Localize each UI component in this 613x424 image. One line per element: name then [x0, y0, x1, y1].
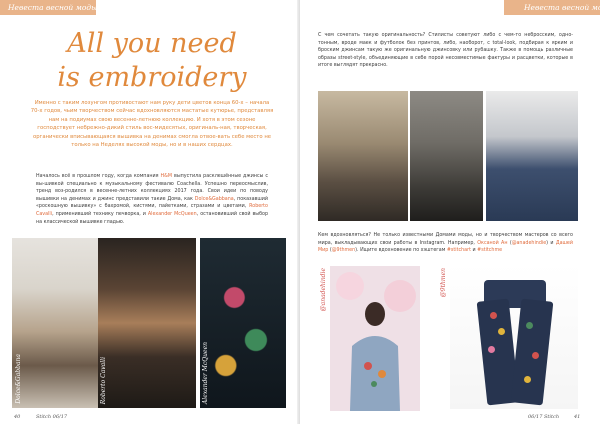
body-text-part: , применивший технику печворка, и — [52, 211, 146, 217]
body-text-part: и — [472, 248, 476, 254]
artist-name-1[interactable]: Оксаной Ан — [477, 240, 508, 246]
body-text-part: ( — [329, 248, 332, 254]
body-text-part: , остановивший свой выбор на классической вышивке гладью. — [36, 211, 269, 225]
body-text-part: ( — [509, 240, 512, 246]
photo-caption: @anadehindie — [320, 268, 327, 312]
embroidery-flower — [488, 346, 495, 353]
body-text-part: , показавший «роскошную вышивку» с бахромой, кистями, пайетками, стразами и цветами, — [36, 196, 268, 210]
street-style-photo-3 — [486, 91, 578, 221]
embroidered-jeans — [480, 272, 550, 404]
embroidered-jacket-drawing — [330, 266, 420, 411]
instagram-handle-2[interactable]: @9thmen — [331, 248, 356, 254]
embroidered-jeans-photo — [450, 264, 578, 409]
jeans-right-leg — [511, 299, 554, 406]
article-title-line-2: is embroidery — [57, 62, 247, 93]
runway-photo-alexander-mcqueen — [200, 238, 286, 408]
embroidery-flower — [526, 322, 533, 329]
body-text-part: ). Ищите вдохновение по хэштегам — [355, 248, 446, 254]
brand-link-hm[interactable]: H&M — [160, 174, 173, 179]
hashtag-2[interactable]: #stitchme — [477, 248, 503, 254]
embroidery-flower — [490, 312, 497, 319]
article-title-line-1: All you need — [67, 28, 237, 59]
page-number-right: 41 — [574, 414, 581, 420]
embroidery-flower — [524, 376, 531, 383]
brand-link-alexander-mcqueen[interactable]: Alexander McQueen — [147, 211, 197, 217]
photo-caption: @9thmen — [440, 268, 447, 298]
brand-link-dolce-gabbana[interactable]: Dolce&Gabbana — [194, 196, 234, 202]
left-body-text — [36, 173, 268, 226]
section-ribbon-right: Невеста весной моды — [504, 0, 600, 15]
body-text-part: Кем вдохновляться? Не только известными Домами моды, но и творчеством мастеров со всего мира, выкладывающих свои работы в Instagram. Например, — [318, 233, 573, 246]
magazine-issue-right: 06/17 Stitch — [528, 414, 560, 420]
photo-caption: Roberto Cavalli — [100, 356, 107, 404]
magazine-issue-left: Stitch 06/17 — [36, 414, 68, 420]
hashtag-1[interactable]: #stitchart — [446, 248, 471, 254]
body-text-part: выпустила расклешённые джинсы с вы-шивкой специально к музыкальному фестивалю Coachella. Успешно переосмыслив, тренд воз-родился в весенне-летних коллекциях 2017 года. Свои идеи по поводу вышивки на денимах и джинс представили такие Дома, как — [36, 174, 268, 202]
embroidered-jacket-photo — [330, 266, 420, 411]
runway-photo-roberto-cavalli — [98, 238, 196, 408]
article-intro: Именно с таким лозунгом противостают нам руку дети цветов конца 60-х – начала 70-х годов, чьим творчеством сейчас вдохновляются мастатые кутюрье, представляя нам на подиумах свою весенне-летнюю коллекцию. И хотя в этом сезоне господствует небрежно-дикий стиль вос-мидесятых, оригиналь-ная, творческая, органически вписывающаяся вышивка на денимах смогла отвое-вать себе место не только на Неделях высокой моды, но и в наших сердцах. — [30, 100, 274, 149]
instagram-handle-1[interactable]: @anadehindie — [511, 240, 547, 246]
body-text-part: Началось всё в прошлом году, когда компания — [36, 174, 159, 179]
photo-caption: Dolce&Gabbana — [15, 354, 22, 404]
body-text-part: ) и — [546, 240, 554, 246]
street-style-photo-1 — [318, 91, 408, 221]
section-ribbon-left: Невеста весной моды — [0, 0, 96, 15]
street-style-photo-2 — [410, 91, 483, 221]
left-page — [0, 0, 300, 424]
right-body-text: С чем сочетать такую оригинальность? Стилисты советуют либо с чем-то небросским, одно-тонным, вроде маек и футболок без принтов, либо, наоборот, с total-look, подбирая к ярким и броским джинсам такую же оригинальную джинсовку или рубашку. Также в помощь различные образы street-style, объединяющие в себе порой несовместимые фактуры и расцветки, которые в итоге выглядят прекрасно. — [318, 33, 573, 69]
photo-caption: Alexander McQueen — [202, 341, 209, 404]
page-number-left: 40 — [14, 414, 21, 420]
brand-link-roberto-cavalli[interactable]: Roberto Cavalli — [36, 204, 268, 217]
inspiration-text — [318, 232, 573, 255]
embroidery-flower — [498, 328, 505, 335]
embroidery-flower — [532, 352, 539, 359]
artist-name-2[interactable]: Дашей Мир — [318, 240, 573, 254]
runway-photo-dolce-gabbana — [12, 238, 98, 408]
